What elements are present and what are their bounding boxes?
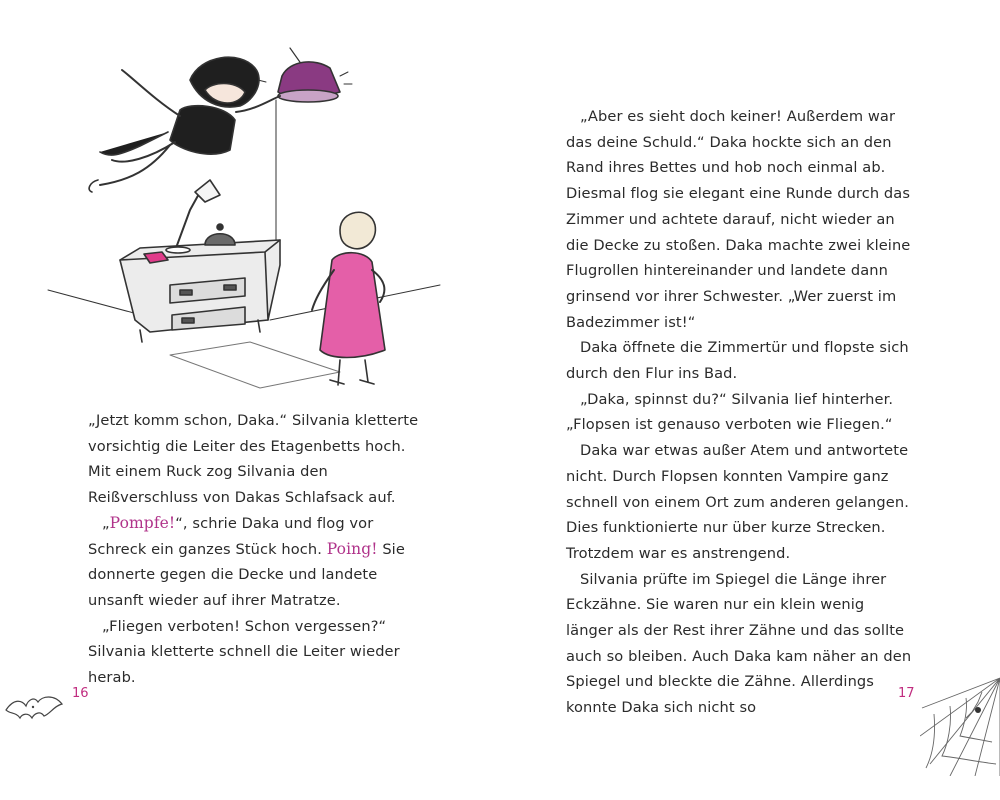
paragraph: „Aber es sieht doch keiner! Außerdem war das deine Schuld.“ Daka hockte sich an den Rand ihres Bettes und hob noch einmal ab. Diesmal flog sie elegant eine Runde durch das Zimmer und achtete darauf, nicht wieder an die Decke zu stoßen. Daka machte zwei kleine Flugrollen hintereinander und landete dann grinsend vor ihrer Schwester. „Wer zuerst im Badezimmer ist!“: [566, 108, 911, 331]
paragraph: „Pompfe!“, schrie Daka und flog vor Schreck ein ganzes Stück hoch. Poing! Sie donnerte gegen die Decke und landete unsanft wieder auf ihrer Matratze.: [88, 513, 405, 609]
spider-web-icon: [920, 666, 1000, 776]
paragraph: Silvania prüfte im Spiegel die Länge ihrer Eckzähne. Sie waren nur ein klein wenig länger als der Rest ihrer Zähne und das sollte auch so bleiben. Auch Daka kam näher an den Spiegel und bleckte die Zähne. Allerdings konnte Daka sich nicht so: [566, 570, 912, 717]
right-body-text: [566, 104, 912, 721]
sound-word: Pompfe!: [109, 513, 176, 532]
bat-icon: [4, 688, 64, 724]
page-number: 16: [72, 686, 89, 701]
right-page: [500, 0, 1000, 800]
paragraph: „Daka, spinnst du?“ Silvania lief hinterher. „Flopsen ist genauso verboten wie Fliegen.“: [566, 390, 894, 434]
page-number: 17: [898, 686, 915, 701]
paragraph: Daka war etwas außer Atem und antwortete nicht. Durch Flopsen konnten Vampire ganz schnell von einem Ort zum anderen gelangen. Dies funktionierte nur über kurze Strecken. Trotzdem war es anstrengend.: [566, 442, 909, 562]
flying-vampire-girl-illustration: [40, 20, 460, 400]
paragraph: „Fliegen verboten! Schon vergessen?“ Silvania kletterte schnell die Leiter wieder herab.: [88, 617, 400, 687]
sound-word: Poing!: [326, 539, 378, 558]
paragraph: Daka öffnete die Zimmertür und flopste sich durch den Flur ins Bad.: [566, 339, 909, 383]
left-body-text: [88, 408, 426, 691]
paragraph: „Jetzt komm schon, Daka.“ Silvania kletterte vorsichtig die Leiter des Etagenbetts hoch. Mit einem Ruck zog Silvania den Reißverschluss von Dakas Schlafsack auf.: [88, 412, 419, 507]
